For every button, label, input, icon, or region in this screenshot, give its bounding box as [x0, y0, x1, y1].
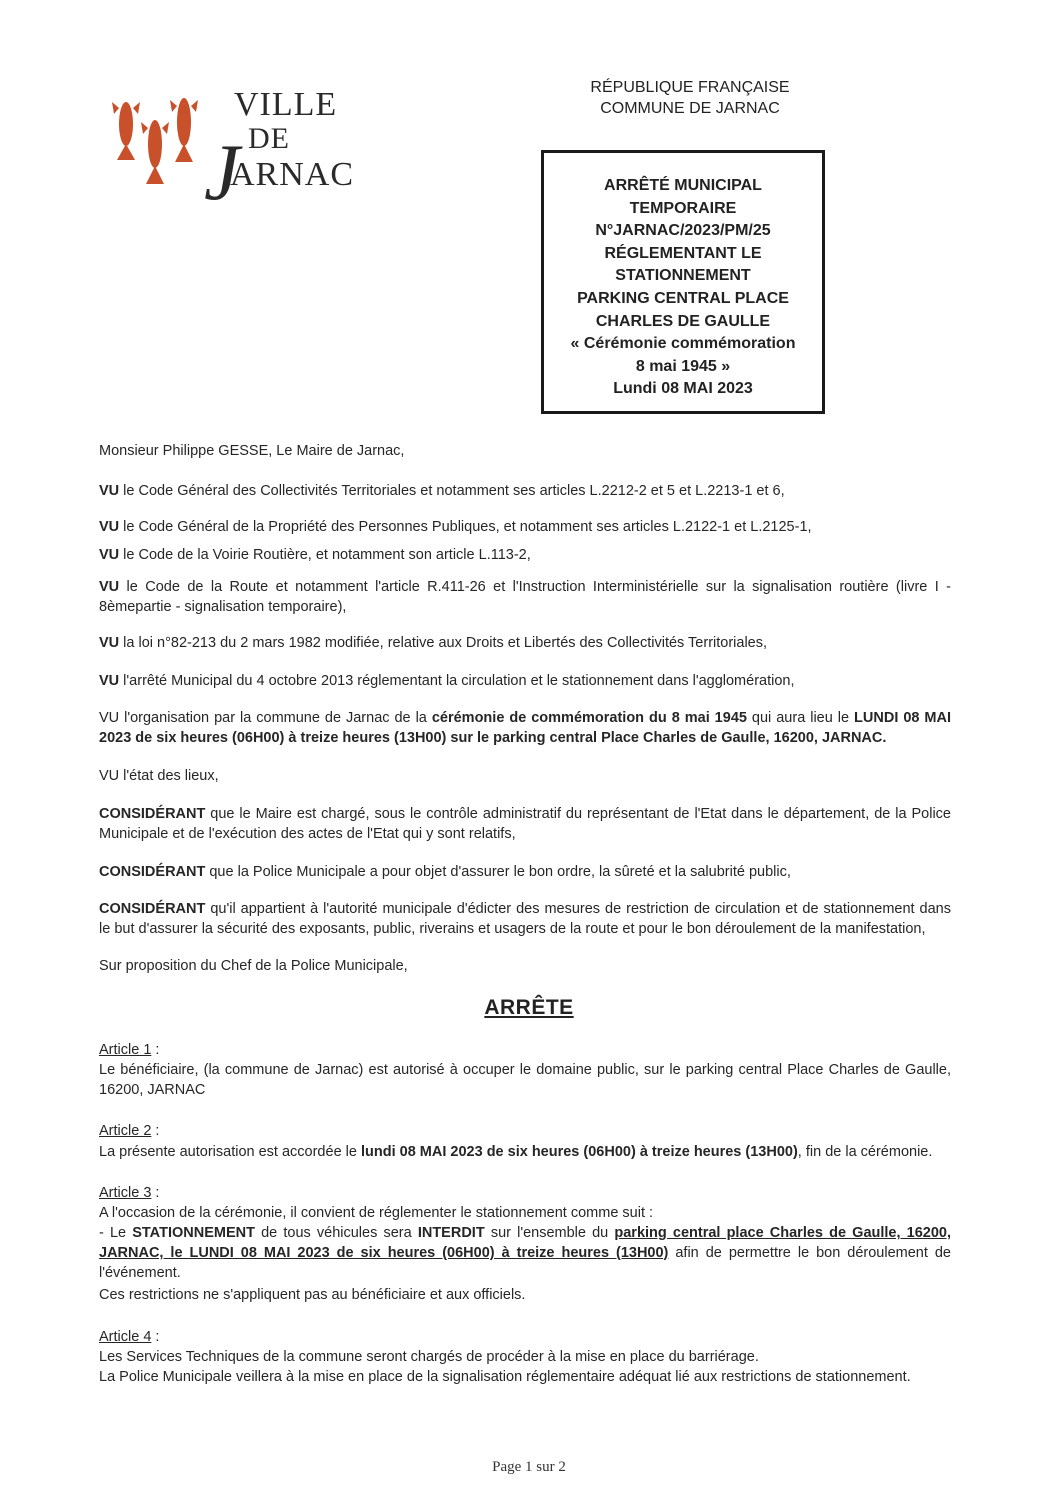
article-2-text-part: La présente autorisation est accordée le	[99, 1144, 361, 1160]
vu-label: VU	[99, 547, 120, 563]
article-3-heading	[99, 1183, 951, 1203]
article-4-title: Article 4	[99, 1329, 152, 1345]
article-3-text-part: afin de permettre le bon déroulement de l'événement.	[99, 1245, 951, 1281]
title-line: STATIONNEMENT	[615, 267, 751, 285]
page-number: Page 1 sur 2	[492, 1459, 566, 1475]
article-1-text: Le bénéficiaire, (la commune de Jarnac) est autorisé à occuper le domaine public, sur le parking central Place Charles de Gaulle, 16200, JARNAC	[99, 1062, 951, 1098]
title-line: CHARLES DE GAULLE	[595, 312, 771, 330]
intro-text: Monsieur Philippe GESSE, Le Maire de Jarnac,	[99, 443, 405, 459]
title-line: Lundi 08 MAI 2023	[613, 380, 753, 398]
vu-text: le Code de la Route et notamment l'article R.411-26 et l'Instruction Interministérielle sur la signalisation routière (livre I - 8èmepartie - signalisation temporaire),	[99, 579, 951, 615]
article-3-restrictions: Ces restrictions ne s'appliquent pas au bénéficiaire et aux officiels.	[99, 1287, 526, 1303]
article-4-line-2: La Police Municipale veillera à la mise en place de la signalisation réglementaire adéquat lié aux restrictions de stationnement.	[99, 1369, 911, 1385]
vu-label: VU	[99, 635, 120, 651]
article-1-title: Article 1	[99, 1042, 152, 1058]
article-3-text-part: sur l'ensemble du	[484, 1225, 615, 1241]
arrete-title-box	[541, 150, 825, 414]
article-3-text-part: de tous véhicules sera	[254, 1225, 418, 1241]
article-3-bold: INTERDIT	[417, 1225, 485, 1241]
title-line: PARKING CENTRAL PLACE	[577, 289, 789, 307]
article-3-bold-underlined: parking central place Charles de Gaulle, 16200, JARNAC, le LUNDI 08 MAI 2023 de six heures (06H00) à treize heures (13H00)	[99, 1225, 952, 1261]
header-republic-block	[560, 77, 820, 119]
title-line: 8 mai 1945 »	[635, 357, 731, 375]
vu-text: le Code Général des Collectivités Territoriales et notamment ses articles L.2212-2 et 5 et L.2213-1 et 6,	[119, 483, 785, 499]
considerant-paragraph	[99, 899, 951, 939]
proposition-text: Sur proposition du Chef de la Police Municipale,	[99, 958, 408, 974]
considerant-text: que la Police Municipale a pour objet d'assurer le bon ordre, la sûreté et la salubrité public,	[205, 864, 791, 880]
vu-label: VU	[99, 519, 120, 535]
vu-paragraph	[99, 545, 951, 565]
vu-etat-text: VU l'état des lieux,	[99, 768, 219, 784]
article-1-heading	[99, 1040, 951, 1060]
vu-organisation-paragraph	[99, 708, 951, 748]
considerant-label: CONSIDÉRANT	[99, 864, 206, 880]
considerant-text: qu'il appartient à l'autorité municipale d'édicter des mesures de restriction de circulation et de stationnement dans le but d'assurer la sécurité des exposants, public, riverains et usagers de la route et pour le bon déroulement de la manifestation,	[99, 901, 951, 937]
article-colon: :	[151, 1042, 160, 1058]
arrete-heading: ARRÊTE	[484, 996, 574, 1019]
vu-text: le Code de la Voirie Routière, et notamment son article L.113-2,	[119, 547, 531, 563]
article-2-text-part: , fin de la cérémonie.	[797, 1144, 933, 1160]
three-red-fish-icon	[108, 84, 208, 199]
logo-line-ville: VILLE	[234, 86, 338, 123]
organisation-bold: cérémonie de commémoration du 8 mai 1945	[431, 710, 747, 726]
vu-text: la loi n°82-213 du 2 mars 1982 modifiée, relative aux Droits et Libertés des Collectivités Territoriales,	[119, 635, 768, 651]
article-3-bold: STATIONNEMENT	[132, 1225, 255, 1241]
vu-paragraph	[99, 633, 951, 653]
article-2-text	[99, 1142, 951, 1162]
vu-label: VU	[99, 673, 120, 689]
considerant-label: CONSIDÉRANT	[99, 806, 206, 822]
article-3-intro: A l'occasion de la cérémonie, il convient de réglementer le stationnement comme suit :	[99, 1205, 654, 1221]
vu-label: VU	[99, 579, 120, 595]
article-3-rule	[99, 1223, 951, 1283]
title-line: N°JARNAC/2023/PM/25	[595, 222, 771, 240]
vu-label: VU	[99, 483, 120, 499]
organisation-text: qui aura lieu le	[746, 710, 855, 726]
considerant-paragraph	[99, 862, 951, 882]
organisation-bold: LUNDI 08 MAI 2023 de six heures (06H00) à treize heures (13H00) sur le parking central Place Charles de Gaulle, 16200, JARNAC.	[99, 710, 951, 746]
article-4-heading	[99, 1327, 951, 1347]
article-2-title: Article 2	[99, 1123, 152, 1139]
organisation-text: VU l'organisation par la commune de Jarnac de la	[99, 710, 432, 726]
vu-paragraph	[99, 671, 951, 691]
article-2-heading	[99, 1121, 951, 1141]
article-colon: :	[151, 1329, 160, 1345]
vu-text: l'arrêté Municipal du 4 octobre 2013 réglementant la circulation et le stationnement dans l'agglomération,	[119, 673, 795, 689]
article-colon: :	[151, 1185, 160, 1201]
article-3-text-part: - Le	[99, 1225, 133, 1241]
vu-text: le Code Général de la Propriété des Personnes Publiques, et notamment ses articles L.2122-1 et L.2125-1,	[119, 519, 812, 535]
ville-de-jarnac-logo	[108, 84, 378, 217]
article-2-bold: lundi 08 MAI 2023 de six heures (06H00) à treize heures (13H00)	[360, 1144, 798, 1160]
vu-paragraph	[99, 481, 951, 501]
logo-line-arnac: ARNAC	[230, 156, 355, 193]
logo-line-de: DE	[248, 122, 290, 155]
title-line: RÉGLEMENTANT LE	[604, 244, 762, 262]
header-commune: COMMUNE DE JARNAC	[600, 100, 780, 117]
considerant-text: que le Maire est chargé, sous le contrôle administratif du représentant de l'Etat dans le département, de la Police Municipale et de l'exécution des actes de l'Etat qui y sont relatifs,	[99, 806, 951, 842]
logo-initial-j: J	[204, 129, 241, 217]
title-line: ARRÊTÉ MUNICIPAL	[604, 177, 762, 194]
header-republic: RÉPUBLIQUE FRANÇAISE	[590, 79, 790, 96]
vu-paragraph	[99, 577, 951, 617]
article-3-title: Article 3	[99, 1185, 152, 1201]
considerant-paragraph	[99, 804, 951, 844]
considerant-label: CONSIDÉRANT	[99, 901, 206, 917]
article-4-line-1: Les Services Techniques de la commune seront chargés de procéder à la mise en place du barriérage.	[99, 1349, 759, 1365]
title-line: TEMPORAIRE	[629, 199, 737, 217]
article-colon: :	[151, 1123, 160, 1139]
vu-paragraph	[99, 517, 951, 537]
title-line: « Cérémonie commémoration	[570, 335, 796, 353]
